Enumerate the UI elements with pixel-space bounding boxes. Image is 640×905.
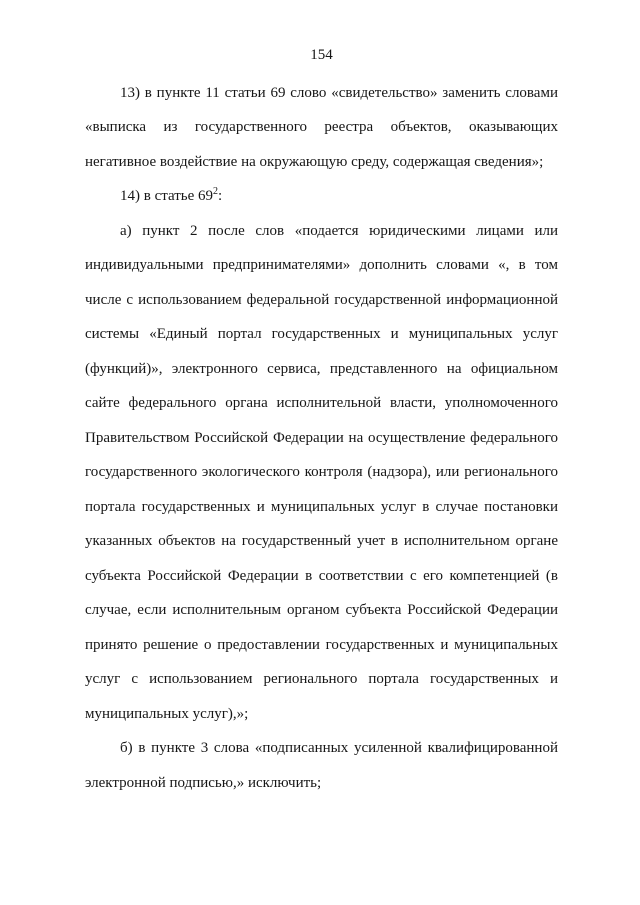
paragraph-14 xyxy=(85,179,558,214)
paragraph-line: б) в пункте 3 слова «подписанных усиленной квалифицированной xyxy=(120,740,558,757)
paragraph-line: указанных объектов на государственный учет в исполнительном органе xyxy=(85,533,558,550)
paragraph-line: а) пункт 2 после слов «подается юридическими лицами или xyxy=(120,222,558,239)
document-body xyxy=(85,76,558,801)
paragraph-line xyxy=(85,179,558,214)
article-superscript: 2 xyxy=(213,186,219,198)
paragraph-line: принято решение о предоставлении государственных и муниципальных xyxy=(85,636,558,653)
paragraph-line: системы «Единый портал государственных и муниципальных услуг xyxy=(85,326,558,343)
paragraph-line: «выписка из государственного реестра объектов, оказывающих xyxy=(85,119,558,136)
paragraph-line: индивидуальными предпринимателями» дополнить словами «, в том xyxy=(85,257,558,274)
paragraph-14-suffix: : xyxy=(218,188,223,205)
paragraph-line: государственного экологического контроля (надзора), или регионального xyxy=(85,464,558,481)
paragraph-line: услуг с использованием регионального портала государственных и xyxy=(85,671,558,688)
subparagraph-b xyxy=(85,731,558,800)
paragraph-line: (функций)», электронного сервиса, представленного на официальном xyxy=(85,360,558,377)
paragraph-line: 13) в пункте 11 статьи 69 слово «свидетельство» заменить словами xyxy=(120,84,558,101)
paragraph-line: сайте федерального органа исполнительной власти, уполномоченного xyxy=(85,395,558,412)
paragraph-line: субъекта Российской Федерации в соответствии с его компетенцией (в xyxy=(85,567,558,584)
paragraph-14-heading: 14) в статье 69 xyxy=(120,188,214,205)
paragraph-13 xyxy=(85,76,558,180)
paragraph-line: числе с использованием федеральной государственной информационной xyxy=(85,291,558,308)
subparagraph-a xyxy=(85,214,558,732)
paragraph-line: муниципальных услуг),»; xyxy=(85,705,249,722)
paragraph-line: портала государственных и муниципальных услуг в случае постановки xyxy=(85,498,558,515)
paragraph-line: электронной подписью,» исключить; xyxy=(85,774,322,791)
page-number: 154 xyxy=(310,47,333,63)
paragraph-line: случае, если исполнительным органом субъекта Российской Федерации xyxy=(85,602,558,619)
paragraph-line: Правительством Российской Федерации на осуществление федерального xyxy=(85,429,558,446)
paragraph-line: негативное воздействие на окружающую среду, содержащая сведения»; xyxy=(85,153,544,170)
